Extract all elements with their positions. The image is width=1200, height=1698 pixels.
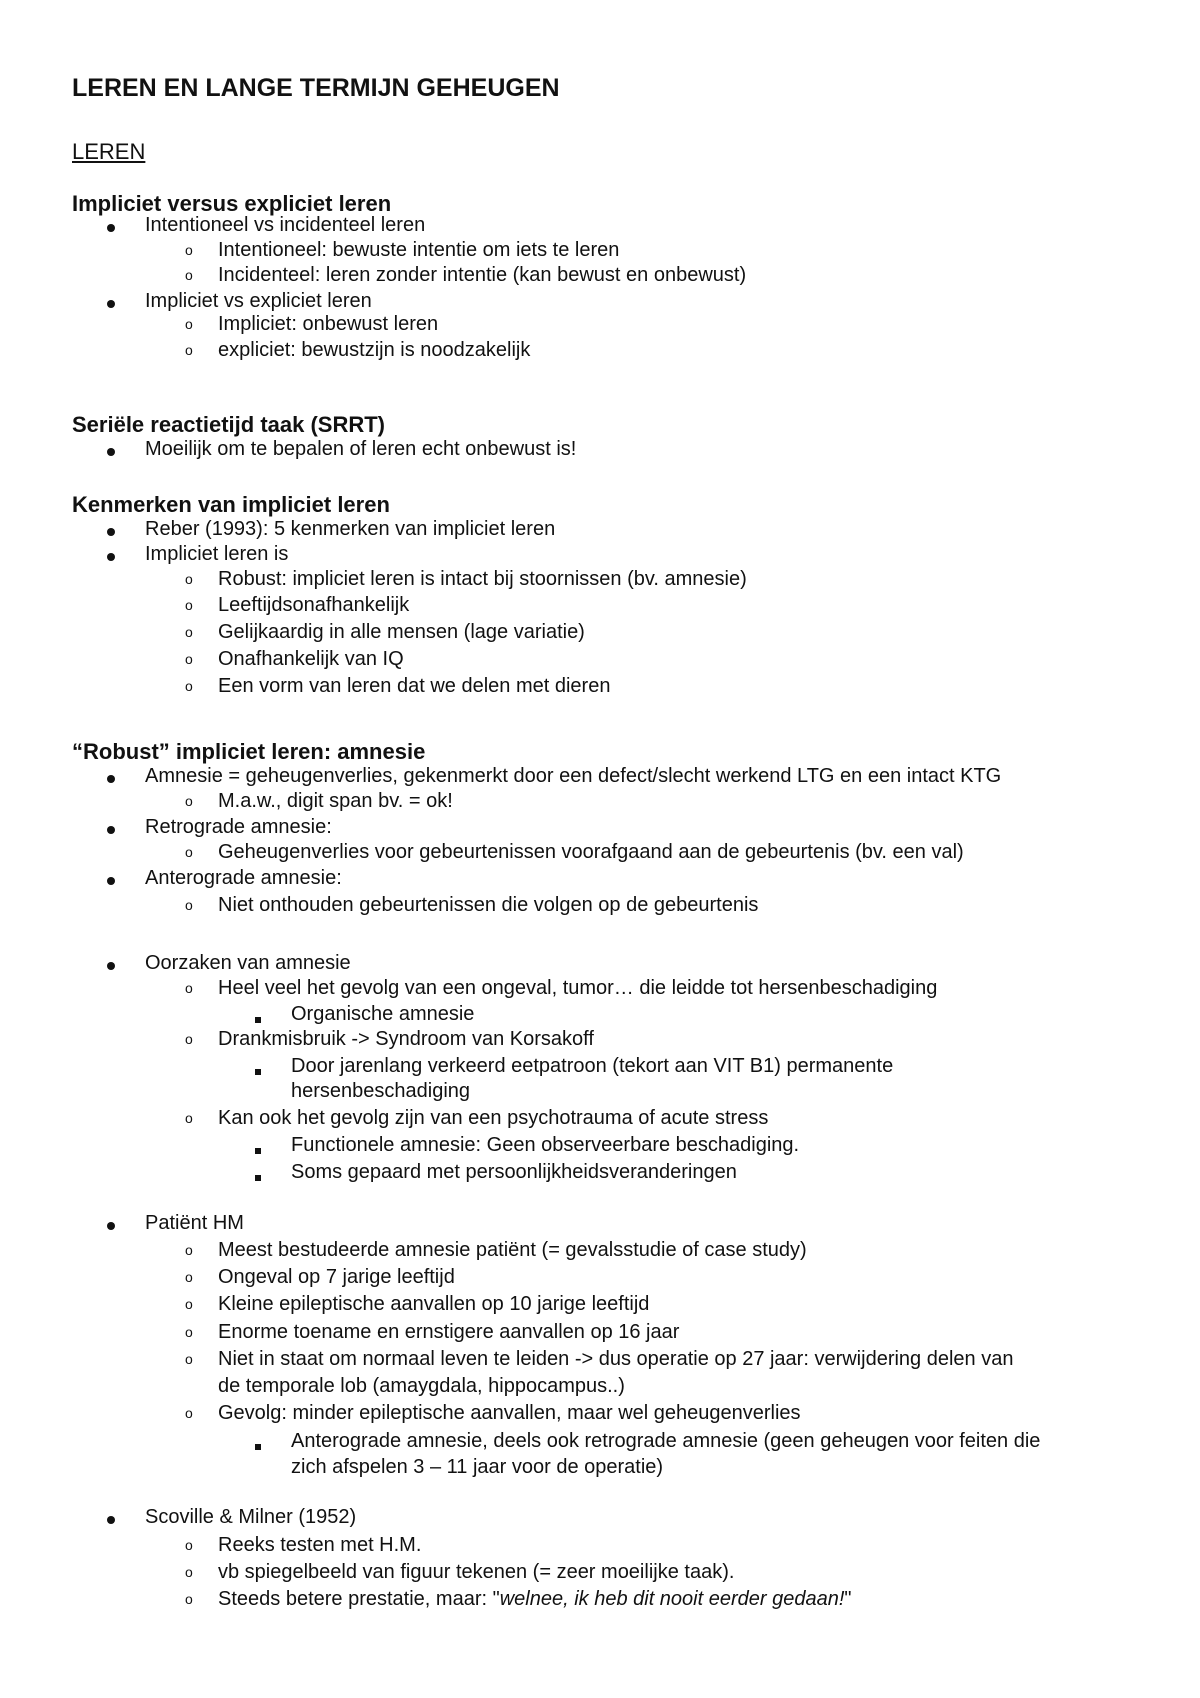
list-item: Moeilijk om te bepalen of leren echt onbewust is! [145,438,577,460]
circle-bullet-icon: o [185,1269,193,1285]
list-item: Leeftijdsonafhankelijk [218,594,410,616]
list-item: Kan ook het gevolg zijn van een psychotrauma of acute stress [218,1107,769,1129]
list-item: Kleine epileptische aanvallen op 10 jarige leeftijd [218,1293,650,1315]
disc-bullet-icon [107,771,115,787]
list-item-continuation: de temporale lob (amaygdala, hippocampus..) [218,1375,625,1397]
circle-bullet-icon: o [185,316,193,332]
circle-bullet-icon: o [185,793,193,809]
section-heading: Seriële reactietijd taak (SRRT) [72,412,386,437]
list-item: Ongeval op 7 jarige leeftijd [218,1266,455,1288]
disc-bullet-icon [107,873,115,889]
list-item: Intentioneel: bewuste intentie om iets te leren [218,239,620,261]
list-item: Niet in staat om normaal leven te leiden -> dus operatie op 27 jaar: verwijdering delen van [218,1348,1014,1370]
list-item: Door jarenlang verkeerd eetpatroon (tekort aan VIT B1) permanente [291,1055,894,1077]
section-heading: Impliciet versus expliciet leren [72,191,392,216]
disc-bullet-icon [107,444,115,460]
section-heading: Kenmerken van impliciet leren [72,492,390,517]
list-item: Impliciet vs expliciet leren [145,290,372,312]
circle-bullet-icon: o [185,571,193,587]
circle-bullet-icon: o [185,342,193,358]
list-item: Anterograde amnesie: [145,867,342,889]
list-item: Heel veel het gevolg van een ongeval, tumor… die leidde tot hersenbeschadiging [218,977,938,999]
list-item: Anterograde amnesie, deels ook retrograde amnesie (geen geheugen voor feiten die [291,1430,1041,1452]
square-bullet-icon [255,1063,261,1079]
list-item: Gevolg: minder epileptische aanvallen, maar wel geheugenverlies [218,1402,801,1424]
circle-bullet-icon: o [185,678,193,694]
list-item: Scoville & Milner (1952) [145,1506,357,1528]
circle-bullet-icon: o [185,1591,193,1607]
list-item: Geheugenverlies voor gebeurtenissen voorafgaand aan de gebeurtenis (bv. een val) [218,841,964,863]
disc-bullet-icon [107,549,115,565]
disc-bullet-icon [107,220,115,236]
circle-bullet-icon: o [185,1296,193,1312]
square-bullet-icon [255,1438,261,1454]
circle-bullet-icon: o [185,242,193,258]
list-item: Incidenteel: leren zonder intentie (kan bewust en onbewust) [218,264,747,286]
list-item: Organische amnesie [291,1003,475,1025]
list-item: Niet onthouden gebeurtenissen die volgen op de gebeurtenis [218,894,759,916]
circle-bullet-icon: o [185,1031,193,1047]
disc-bullet-icon [107,822,115,838]
circle-bullet-icon: o [185,1537,193,1553]
list-item-text: Steeds betere prestatie, maar: " [218,1588,500,1610]
list-item: expliciet: bewustzijn is noodzakelijk [218,339,531,361]
circle-bullet-icon: o [185,1564,193,1580]
list-item: Patiënt HM [145,1212,244,1234]
list-item: Onafhankelijk van IQ [218,648,404,670]
list-item: Meest bestudeerde amnesie patiënt (= gevalsstudie of case study) [218,1239,807,1261]
list-item: Impliciet leren is [145,543,289,565]
circle-bullet-icon: o [185,1351,193,1367]
disc-bullet-icon [107,1218,115,1234]
list-item: Intentioneel vs incidenteel leren [145,214,426,236]
circle-bullet-icon: o [185,1324,193,1340]
square-bullet-icon [255,1142,261,1158]
list-item: Impliciet: onbewust leren [218,313,439,335]
circle-bullet-icon: o [185,267,193,283]
circle-bullet-icon: o [185,1405,193,1421]
circle-bullet-icon: o [185,651,193,667]
square-bullet-icon [255,1011,261,1027]
list-item: Retrograde amnesie: [145,816,332,838]
list-item: Drankmisbruik -> Syndroom van Korsakoff [218,1028,594,1050]
list-item-text: " [844,1588,852,1610]
disc-bullet-icon [107,296,115,312]
list-item: Gelijkaardig in alle mensen (lage variatie) [218,621,585,643]
circle-bullet-icon: o [185,624,193,640]
quote-italic: welnee, ik heb dit nooit eerder gedaan! [499,1588,845,1610]
list-item: Reber (1993): 5 kenmerken van impliciet leren [145,518,556,540]
main-heading: LEREN [72,139,146,164]
list-item: M.a.w., digit span bv. = ok! [218,790,453,812]
section-heading: “Robust” impliciet leren: amnesie [72,739,426,764]
list-item: vb spiegelbeeld van figuur tekenen (= zeer moeilijke taak). [218,1561,735,1583]
document-title: LEREN EN LANGE TERMIJN GEHEUGEN [72,74,560,102]
list-item: Amnesie = geheugenverlies, gekenmerkt door een defect/slecht werkend LTG en een intact KTG [145,765,1002,787]
list-item [218,1589,852,1609]
list-item: Functionele amnesie: Geen observeerbare beschadiging. [291,1134,800,1156]
disc-bullet-icon [107,524,115,540]
circle-bullet-icon: o [185,1242,193,1258]
circle-bullet-icon: o [185,897,193,913]
circle-bullet-icon: o [185,844,193,860]
list-item: Oorzaken van amnesie [145,952,351,974]
disc-bullet-icon [107,1512,115,1528]
list-item-continuation: zich afspelen 3 – 11 jaar voor de operatie) [291,1456,664,1478]
list-item: Enorme toename en ernstigere aanvallen op 16 jaar [218,1321,680,1343]
disc-bullet-icon [107,958,115,974]
circle-bullet-icon: o [185,980,193,996]
list-item-continuation: hersenbeschadiging [291,1080,471,1102]
circle-bullet-icon: o [185,1110,193,1126]
list-item: Reeks testen met H.M. [218,1534,422,1556]
list-item: Robust: impliciet leren is intact bij stoornissen (bv. amnesie) [218,568,747,590]
list-item: Een vorm van leren dat we delen met dieren [218,675,611,697]
circle-bullet-icon: o [185,597,193,613]
list-item: Soms gepaard met persoonlijkheidsveranderingen [291,1161,737,1183]
square-bullet-icon [255,1169,261,1185]
